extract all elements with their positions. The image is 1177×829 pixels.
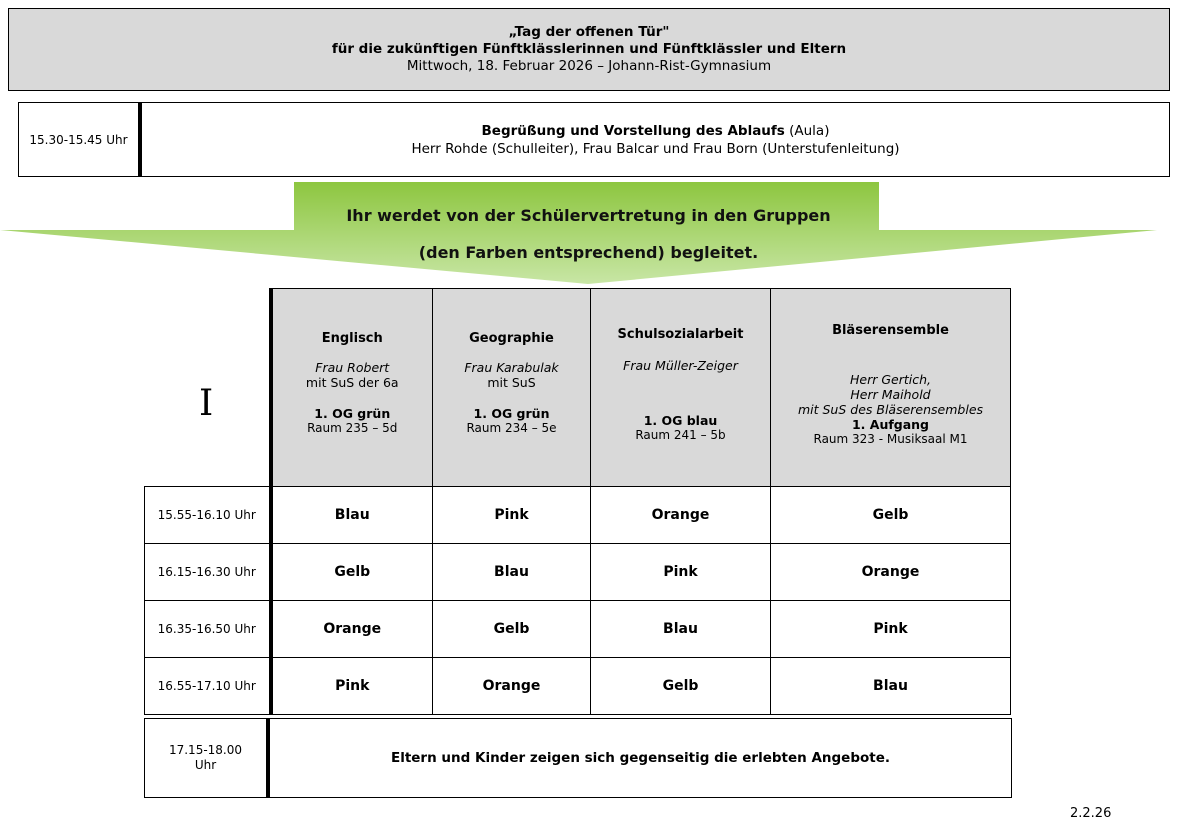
column-header-englisch — [271, 289, 433, 487]
event-title: „Tag der offenen Tür" — [508, 24, 670, 40]
date-stamp: 2.2.26 — [1070, 806, 1112, 821]
time-cell: 16.15-16.30 Uhr — [145, 544, 271, 601]
banner-line-1: Ihr werdet von der Schülervertretung in den Gruppen — [346, 206, 831, 225]
column-with: mit SuS des Bläserensembles — [797, 402, 984, 417]
group-cell: Gelb — [771, 487, 1011, 544]
welcome-location: (Aula) — [784, 122, 830, 139]
group-cell: Pink — [271, 658, 433, 715]
table-row — [145, 601, 1011, 658]
schedule-table — [144, 288, 1011, 715]
welcome-title-line — [482, 122, 830, 140]
column-with: mit SuS — [487, 375, 536, 390]
final-time-line-2: Uhr — [194, 758, 217, 772]
column-teacher-2: Herr Maihold — [850, 387, 931, 402]
group-cell: Gelb — [591, 658, 771, 715]
welcome-title: Begrüßung und Vorstellung des Ablaufs — [481, 122, 785, 139]
column-teacher: Frau Karabulak — [464, 360, 559, 375]
banner-line-2: (den Farben entsprechend) begleitet. — [418, 243, 759, 262]
column-header-blaeserensemble — [771, 289, 1011, 487]
welcome-description — [142, 102, 1170, 177]
group-cell: Orange — [591, 487, 771, 544]
column-header-geographie — [433, 289, 591, 487]
column-floor: 1. OG grün — [473, 406, 550, 421]
table-row — [145, 487, 1011, 544]
welcome-time: 15.30-15.45 Uhr — [18, 102, 142, 177]
time-cell: 16.35-16.50 Uhr — [145, 601, 271, 658]
event-date-line: Mittwoch, 18. Februar 2026 – Johann-Rist-Gymnasium — [406, 58, 772, 74]
group-cell: Gelb — [271, 544, 433, 601]
time-cell: 16.55-17.10 Uhr — [145, 658, 271, 715]
group-cell: Orange — [271, 601, 433, 658]
column-with: mit SuS der 6a — [305, 375, 399, 390]
final-description: Eltern und Kinder zeigen sich gegenseitig die erlebten Angebote. — [270, 718, 1012, 798]
group-cell: Blau — [591, 601, 771, 658]
column-room: Raum 235 – 5d — [307, 421, 398, 435]
text-cursor-icon: I — [199, 383, 214, 424]
table-row — [145, 544, 1011, 601]
column-subject: Bläserensemble — [832, 323, 949, 338]
group-cell: Pink — [433, 487, 591, 544]
column-teacher: Frau Müller-Zeiger — [623, 358, 738, 373]
group-cell: Blau — [271, 487, 433, 544]
final-time — [144, 718, 270, 798]
group-cell: Orange — [771, 544, 1011, 601]
column-room: Raum 234 – 5e — [466, 421, 557, 435]
group-cell: Blau — [771, 658, 1011, 715]
table-row — [145, 658, 1011, 715]
column-floor: 1. Aufgang — [851, 417, 930, 432]
group-cell: Orange — [433, 658, 591, 715]
column-teacher: Herr Gertich, — [850, 372, 931, 387]
column-subject: Englisch — [321, 331, 383, 346]
column-room: Raum 241 – 5b — [635, 428, 726, 442]
event-subtitle: für die zukünftigen Fünftklässlerinnen und Fünftklässler und Eltern — [331, 41, 847, 57]
column-room: Raum 323 - Musiksaal M1 — [813, 432, 968, 446]
banner-arrow — [0, 182, 1177, 286]
column-subject: Geographie — [469, 331, 554, 346]
event-header — [8, 8, 1170, 91]
column-floor: 1. OG blau — [643, 413, 718, 428]
banner-arrow-shape — [0, 182, 1177, 286]
welcome-people: Herr Rohde (Schulleiter), Frau Balcar und Frau Born (Unterstufenleitung) — [411, 140, 900, 157]
group-cell: Pink — [591, 544, 771, 601]
column-subject: Schulsozialarbeit — [617, 327, 744, 342]
column-floor: 1. OG grün — [314, 406, 391, 421]
column-teacher: Frau Robert — [315, 360, 390, 375]
header-empty-cell — [145, 289, 271, 487]
group-cell: Blau — [433, 544, 591, 601]
time-cell: 15.55-16.10 Uhr — [145, 487, 271, 544]
final-time-line-1: 17.15-18.00 — [168, 743, 243, 757]
schedule-header-row — [145, 289, 1011, 487]
column-header-schulsozialarbeit — [591, 289, 771, 487]
group-cell: Pink — [771, 601, 1011, 658]
group-cell: Gelb — [433, 601, 591, 658]
